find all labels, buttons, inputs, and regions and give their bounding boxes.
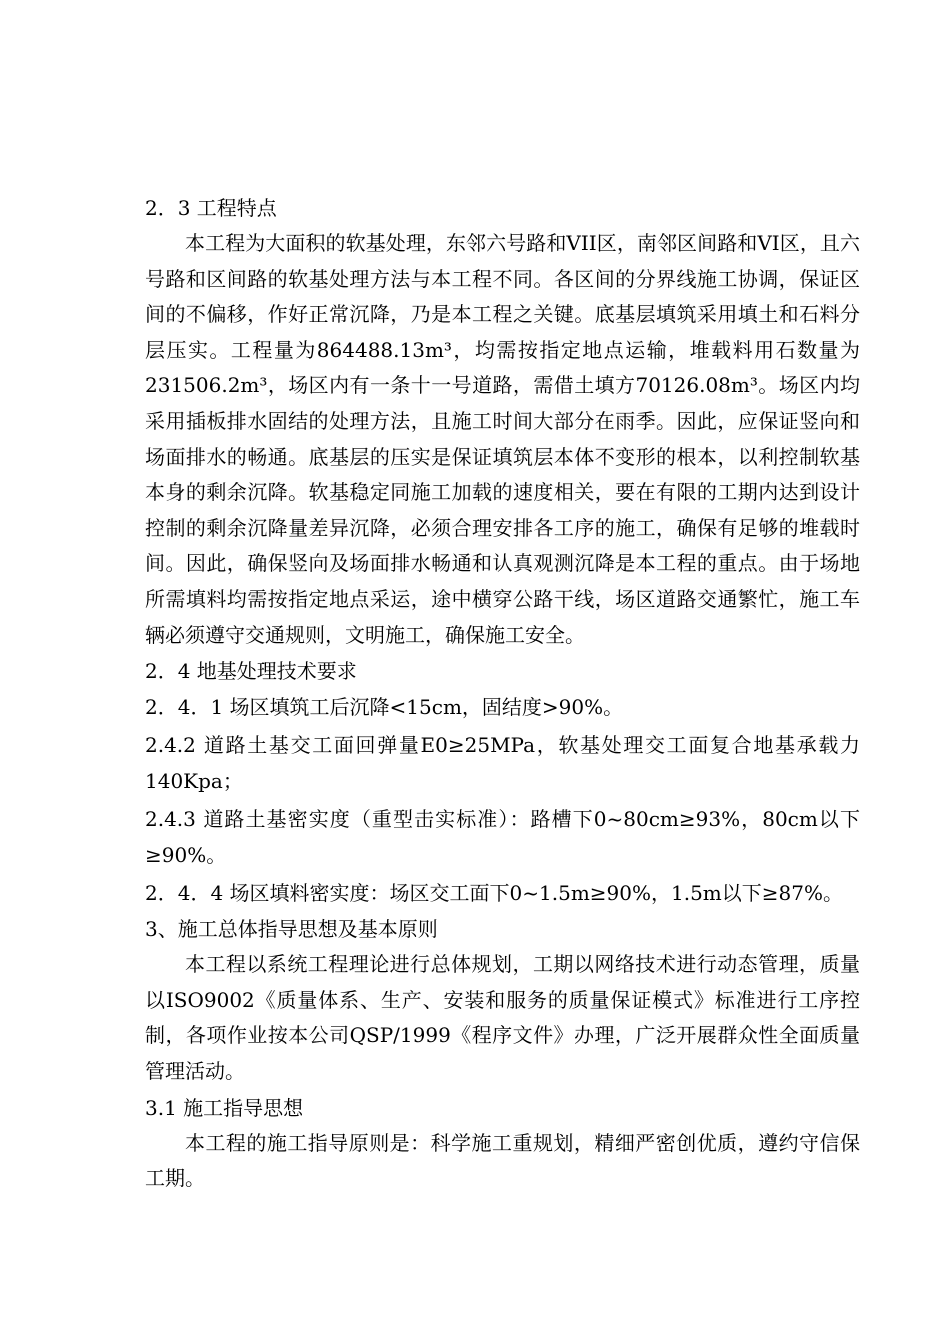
section-3-heading: 3、施工总体指导思想及基本原则 — [145, 917, 438, 942]
document-page — [145, 190, 860, 1197]
requirement-2-4-1: 2．4．1 场区填筑工后沉降<15cm，固结度>90%。 — [145, 695, 624, 720]
section-3-1-heading: 3.1 施工指导思想 — [145, 1095, 304, 1120]
section-2-4-heading: 2．4 地基处理技术要求 — [145, 659, 357, 684]
requirement-2-4-2: 2.4.2 道路土基交工面回弹量E0≥25MPa，软基处理交工面复合地基承载力140Kpa； — [145, 733, 860, 794]
section-3-1-body: 本工程的施工指导原则是：科学施工重规划，精细严密创优质，遵约守信保工期。 — [145, 1130, 860, 1191]
section-2-3-heading: 2．3 工程特点 — [145, 196, 277, 220]
requirement-2-4-4: 2．4．4 场区填料密实度：场区交工面下0~1.5m≥90%，1.5m以下≥87%。 — [145, 881, 843, 906]
requirement-2-4-3: 2.4.3 道路土基密实度（重型击实标准）：路槽下0~80cm≥93%，80cm以下≥90%。 — [145, 807, 860, 868]
section-2-3-body: 本工程为大面积的软基处理，东邻六号路和VII区，南邻区间路和VI区，且六号路和区间路的软基处理方法与本工程不同。各区间的分界线施工协调，保证区间的不偏移，作好正常沉降，乃是本工程之关键。底基层填筑采用填土和石料分层压实。工程量为864488.13m³，均需按指定地点运输，堆载料用石数量为231506.2m³，场区内有一条十一号道路，需借土填方70126.08m³。场区内均采用插板排水固结的处理方法，且施工时间大部分在雨季。因此，应保证竖向和场面排水的畅通。底基层的压实是保证填筑层本体不变形的根本，以利控制软基本身的剩余沉降。软基稳定同施工加载的速度相关，要在有限的工期内达到设计控制的剩余沉降量差异沉降，必须合理安排各工序的施工，确保有足够的堆载时间。因此，确保竖向及场面排水畅通和认真观测沉降是本工程的重点。由于场地所需填料均需按指定地点采运，途中横穿公路干线，场区道路交通繁忙，施工车辆必须遵守交通规则，文明施工，确保施工安全。 — [145, 231, 860, 647]
section-3-body: 本工程以系统工程理论进行总体规划，工期以网络技术进行动态管理，质量以ISO9002《质量体系、生产、安装和服务的质量保证模式》标准进行工序控制，各项作业按本公司QSP/1999《程序文件》办理，广泛开展群众性全面质量管理活动。 — [145, 952, 860, 1083]
